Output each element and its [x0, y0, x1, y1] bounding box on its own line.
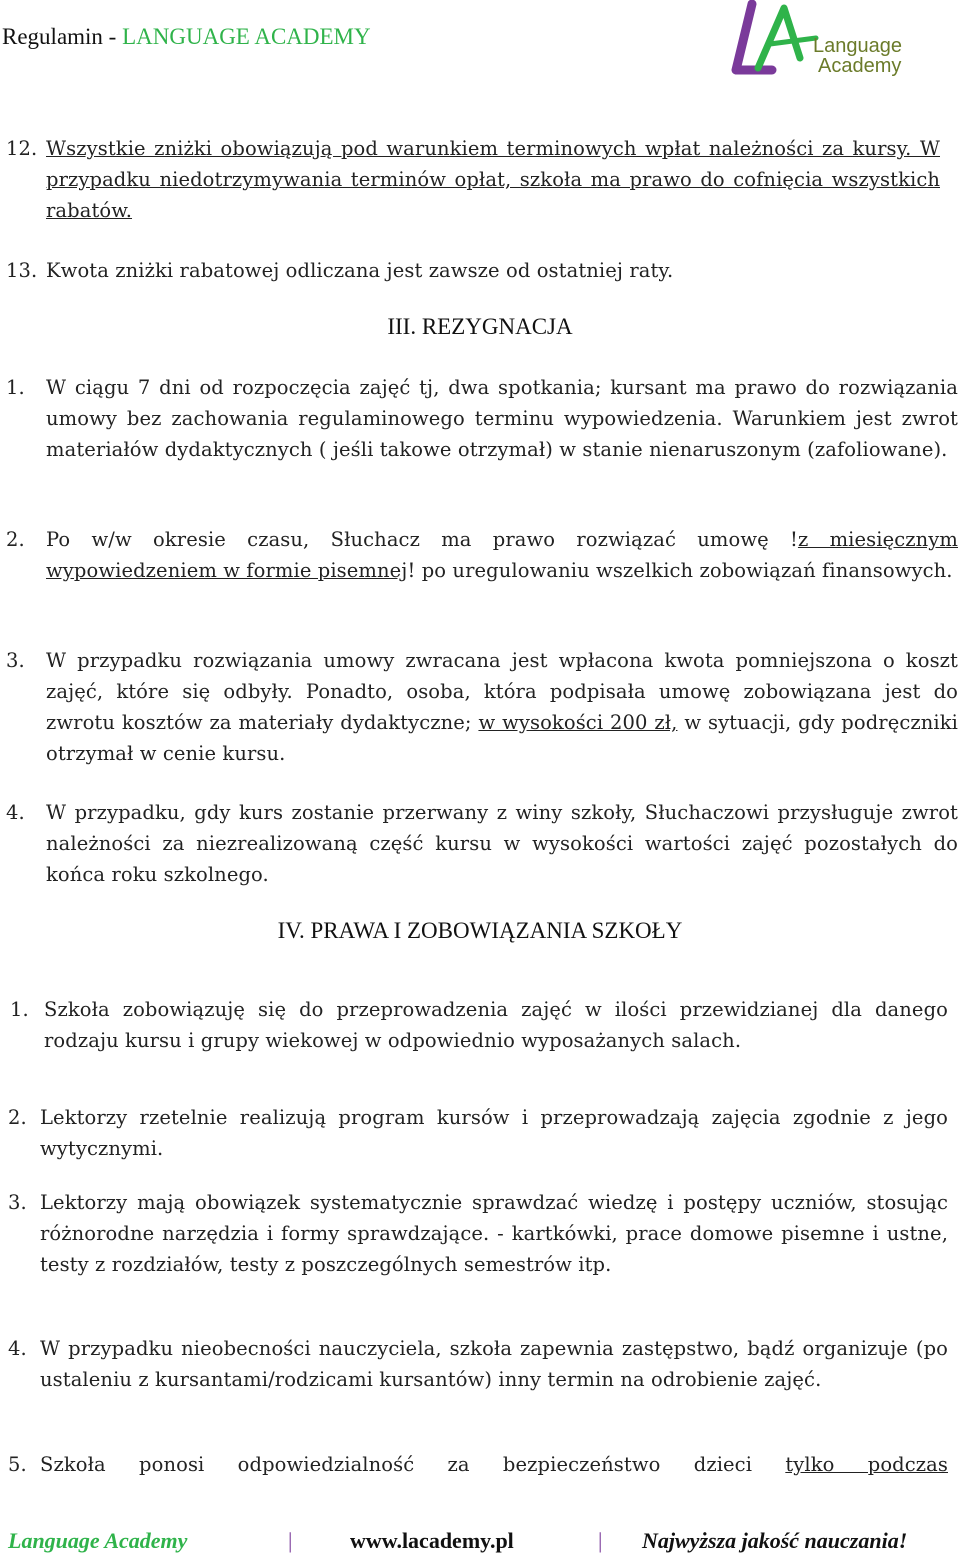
- list-item: [8, 1449, 948, 1480]
- item-text: Kwota zniżki rabatowej odliczana jest zawsze od ostatniej raty.: [46, 259, 674, 282]
- item-number: 2.: [6, 528, 25, 551]
- item-number: 1.: [10, 998, 29, 1021]
- item-number: 3.: [6, 649, 25, 672]
- item-text: w sytuacji, gdy podręczniki otrzymał w cenie kursu.: [46, 711, 958, 765]
- section-heading-prawa: IV. PRAWA I ZOBOWIĄZANIA SZKOŁY: [277, 918, 683, 943]
- header-title: LANGUAGE ACADEMY: [122, 24, 371, 49]
- item-number: 3.: [8, 1191, 27, 1214]
- item-text: Po w/w okresie czasu, Słuchacz ma prawo rozwiązać umowę !: [46, 528, 798, 551]
- item-text: Wszystkie zniżki obowiązują pod warunkiem terminowych wpłat należności za kursy. W przypadku niedotrzymywania terminów opłat, szkoła ma prawo do cofnięcia wszystkich rabatów.: [46, 137, 940, 222]
- item-text: Lektorzy rzetelnie realizują program kursów i przeprowadzają zajęcia zgodnie z jego wytycznymi.: [40, 1106, 948, 1160]
- page-footer: [0, 1528, 960, 1558]
- language-academy-logo: [718, 0, 928, 82]
- footer-brand: Language Academy: [8, 1528, 188, 1553]
- item-number: 12.: [6, 137, 38, 160]
- item-text: Szkoła zobowiązuję się do przeprowadzenia zajęć w ilości przewidzianej dla danego rodzaju kursu i grupy wiekowej w odpowiednio wyposażanych salach.: [44, 998, 948, 1052]
- list-item: [6, 372, 958, 465]
- item-text: W przypadku nieobecności nauczyciela, szkoła zapewnia zastępstwo, bądź organizuje (po ustaleniu z kursantami/rodzicami kursantów) inny termin na odrobienie zajęć.: [40, 1337, 948, 1391]
- item-text: W przypadku, gdy kurs zostanie przerwany z winy szkoły, Słuchaczowi przysługuje zwrot należności za niezrealizowaną część kursu w wysokości wartości zajęć pozostałych do końca roku szkolnego.: [46, 801, 958, 886]
- item-text-underlined: w wysokości 200 zł,: [478, 711, 678, 734]
- list-item: [8, 1187, 948, 1280]
- item-text-underlined: z miesięcznym wypowiedzeniem w formie pisemnej: [46, 528, 958, 582]
- logo-text-line1: Language: [813, 35, 902, 57]
- page-header: [2, 24, 371, 50]
- item-number: 5.: [8, 1453, 27, 1476]
- list-item: [6, 133, 940, 226]
- logo-text-line2: Academy: [818, 55, 902, 77]
- footer-slogan: Najwyższa jakość nauczania!: [642, 1528, 908, 1553]
- item-number: 4.: [6, 801, 25, 824]
- item-text: ! po uregulowaniu wszelkich zobowiązań finansowych.: [407, 559, 953, 582]
- header-prefix: Regulamin -: [2, 24, 123, 49]
- footer-separator: |: [598, 1528, 603, 1553]
- list-item: [8, 1102, 948, 1164]
- item-number: 4.: [8, 1337, 27, 1360]
- list-item: [6, 797, 958, 890]
- item-text: W ciągu 7 dni od rozpoczęcia zajęć tj, dwa spotkania; kursant ma prawo do rozwiązania umowy bez zachowania regulaminowego terminu wypowiedzenia. Warunkiem jest zwrot materiałów dydaktycznych ( jeśli takowe otrzymał) w stanie nienaruszonym (zafoliowane).: [46, 376, 958, 461]
- item-text: W przypadku rozwiązania umowy zwracana jest wpłacona kwota pomniejszona o koszt zajęć, które się odbyły. Ponadto, osoba, która podpisała umowę zobowiązana jest do zwrotu kosztów za materiały dydaktyczne;: [46, 649, 958, 734]
- footer-separator: |: [288, 1528, 293, 1553]
- item-number: 1.: [6, 376, 25, 399]
- footer-website-link[interactable]: www.lacademy.pl: [350, 1528, 514, 1553]
- item-text-underlined: tylko podczas: [785, 1453, 948, 1476]
- item-text: Lektorzy mają obowiązek systematycznie sprawdzać wiedzę i postępy uczniów, stosując różnorodne narzędzia i formy sprawdzające. - kartkówki, prace domowe pisemne i ustne, testy z rozdziałów, testy z poszczególnych semestrów itp.: [40, 1191, 948, 1276]
- item-number: 13.: [6, 259, 38, 282]
- list-item: [6, 255, 940, 286]
- list-item: [10, 994, 948, 1056]
- list-item: [6, 645, 958, 769]
- list-item: [6, 524, 958, 586]
- item-text: Szkoła ponosi odpowiedzialność za bezpieczeństwo dzieci: [40, 1453, 786, 1476]
- list-item: [8, 1333, 948, 1395]
- item-number: 2.: [8, 1106, 27, 1129]
- section-heading-rezygnacja: III. REZYGNACJA: [387, 314, 573, 339]
